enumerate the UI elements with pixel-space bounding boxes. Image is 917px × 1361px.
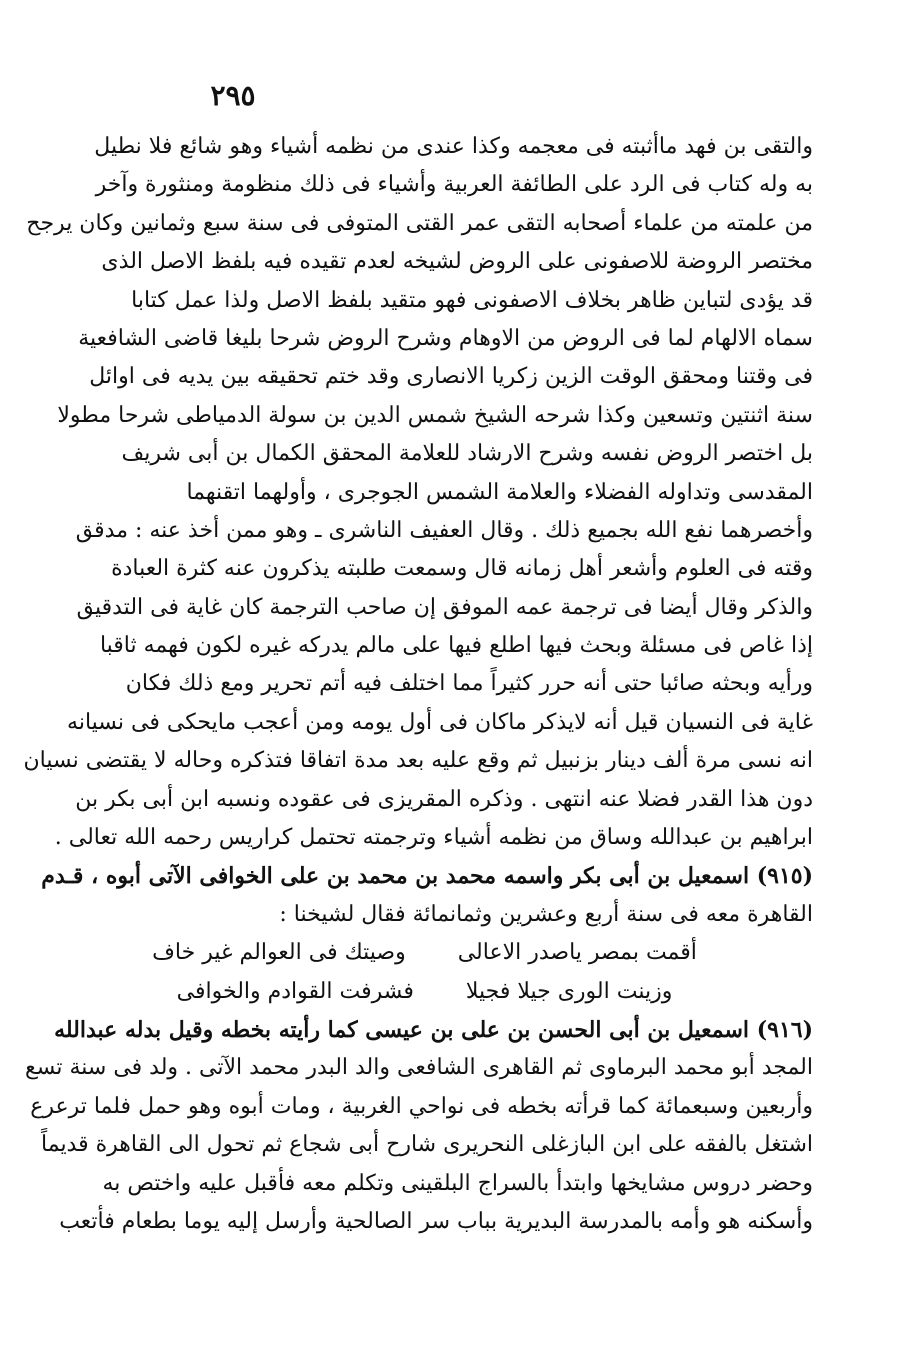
entry-heading-916: (٩١٦) اسمعيل بن أبى الحسن بن على بن عيسى كما رأيته بخطه وقيل بدله عبدالله xyxy=(54,1016,813,1043)
verse-second-hemistich: فشرفت القوادم والخوافى xyxy=(176,978,414,1004)
text-line: بل اختصر الروض نفسه وشرح الارشاد للعلامة المحقق الكمال بن أبى شريف xyxy=(121,441,813,467)
text-line: من علمته من علماء أصحابه التقى عمر القتى المتوفى فى سنة سبع وثمانين وكان يرجح xyxy=(26,210,813,236)
text-line: وقته فى العلوم وأشعر أهل زمانه قال وسمعت طلبته يذكرون عنه كثرة العبادة xyxy=(111,556,813,582)
entry-text-915: القاهرة معه فى سنة أربع وعشرين وثمانمائة فقال لشيخنا : xyxy=(279,901,813,927)
body-text xyxy=(23,128,813,1241)
poem-verse xyxy=(108,934,813,972)
verse-first-hemistich: وزينت الورى جيلا فجيلا xyxy=(465,978,673,1004)
verse-first-hemistich: أقمت بمصر ياصدر الاعالى xyxy=(457,940,697,966)
page-number: ٢٩٥ xyxy=(210,79,256,112)
text-line: فى وقتنا ومحقق الوقت الزين زكريا الانصارى وقد ختم تحقيقه بين يديه فى اوائل xyxy=(89,364,813,390)
text-line: إذا غاص فى مسئلة وبحث فيها اطلع فيها على مالم يدركه غيره لكون فهمه ثاقبا xyxy=(99,633,813,659)
text-line: غاية فى النسيان قيل أنه لايذكر ماكان فى أول يومه ومن أعجب مايحكى فى نسيانه xyxy=(67,709,813,735)
text-line: سماه الالهام لما فى الروض من الاوهام وشرح الروض شرحا بليغا قاضى الشافعية xyxy=(78,325,813,351)
text-line: به وله كتاب فى الرد على الطائفة العربية وأشياء فى ذلك منظومة ومنثورة وآخر xyxy=(95,172,813,198)
text-line: ابراهيم بن عبدالله وساق من نظمه أشياء وترجمته تحتمل كراريس رحمه الله تعالى . xyxy=(54,825,813,851)
text-line: قد يؤدى لتباين ظاهر بخلاف الاصفونى فهو متقيد بلفظ الاصل ولذا عمل كتابا xyxy=(131,287,813,313)
text-line: وأخصرهما نفع الله بجميع ذلك . وقال العفيف الناشرى ـ وهو ممن أخذ عنه : مدقق xyxy=(75,517,813,543)
entry-text-916: وأربعين وسبعمائة كما قرأته بخطه فى نواحي الغربية ، ومات أبوه وهو حمل فلما ترعرع xyxy=(30,1093,813,1119)
text-line: دون هذا القدر فضلا عنه انتهى . وذكره المقريزى فى عقوده ونسبه ابن أبى بكر بن xyxy=(75,786,813,812)
text-line: سنة اثنتين وتسعين وكذا شرحه الشيخ شمس الدين بن سولة الدمياطى شرحا مطولا xyxy=(57,402,813,428)
verse-second-hemistich: وصيتك فى العوالم غير خاف xyxy=(152,940,406,966)
entry-text-916: المجد أبو محمد البرماوى ثم القاهرى الشافعى والد البدر محمد الآتى . ولد فى سنة تسع xyxy=(25,1055,813,1081)
entry-text-916: وأسكنه هو وأمه بالمدرسة البديرية بباب سر الصالحية وأرسل إليه يوما بطعام فأتعب xyxy=(59,1208,813,1234)
poem-verse xyxy=(108,973,813,1011)
entry-text-916: وحضر دروس مشايخها وابتدأ بالسراج البلقينى وتكلم معه فأقبل عليه واختص به xyxy=(102,1170,813,1196)
entry-text-916: اشتغل بالفقه على ابن البازغلى النحريرى شارح أبى شجاع ثم تحول الى القاهرة قديماً xyxy=(41,1132,813,1158)
text-line: مختصر الروضة للاصفونى على الروض لشيخه لعدم تقيده فيه بلفظ الاصل الذى xyxy=(101,249,813,275)
text-line: والتقى بن فهد ماأثبته فى معجمه وكذا عندى من نظمه أشياء وهو شائع فلا نطيل xyxy=(94,134,813,159)
text-line: والذكر وقال أيضا فى ترجمة عمه الموفق إن صاحب الترجمة كان غاية فى التدقيق xyxy=(76,594,813,620)
text-line: ورأيه وبحثه صائبا حتى أنه حرر كثيراً مما اختلف فيه أتم تحرير ومع ذلك فكان xyxy=(125,671,813,697)
entry-heading-915: (٩١٥) اسمعيل بن أبى بكر واسمه محمد بن محمد بن على الخوافى الآتى أبوه ، قـدم xyxy=(41,863,813,890)
text-line: المقدسى وتداوله الفضلاء والعلامة الشمس الجوجرى ، وأولهما اتقنهما xyxy=(186,479,813,505)
text-line: انه نسى مرة ألف دينار بزنبيل ثم وقع عليه بعد مدة اتفاقا فتذكره وحاله لا يقتضى نسيان xyxy=(23,748,813,774)
